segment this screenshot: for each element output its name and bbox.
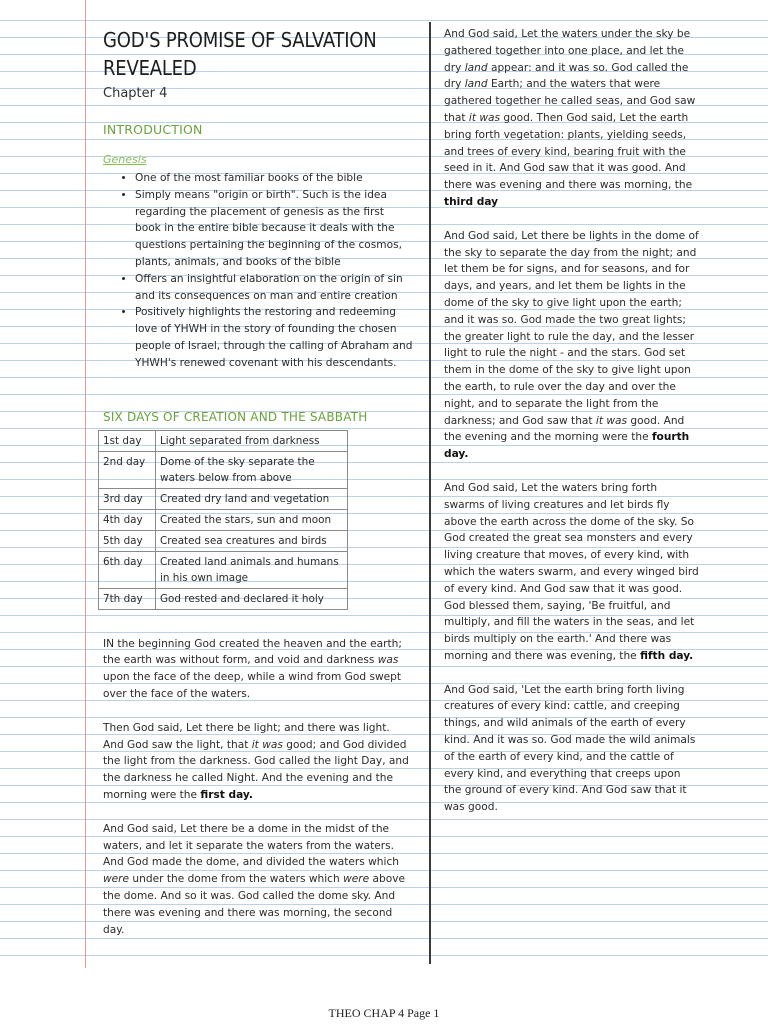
table-row: [99, 430, 348, 451]
bullet-item: • One of the most familiar books of the bible: [135, 170, 413, 187]
genesis-link[interactable]: Genesis: [103, 153, 147, 166]
text-span: good. And the evening and the morning were the: [444, 414, 685, 444]
column-divider: [429, 22, 431, 964]
text-span: And God said, Let the waters under the sky be gathered together into one place, and let the dry: [444, 28, 691, 74]
table-row: [99, 551, 348, 588]
genesis-bullets: [103, 170, 413, 372]
day-cell: 4th day: [99, 509, 156, 530]
text-span: And God said, Let there be a dome in the midst of the waters, and let it separate the waters from the waters. And God made the dome, and divided the waters which: [103, 822, 399, 869]
bold-span: third day: [444, 195, 499, 208]
day-cell: 2nd day: [99, 451, 156, 488]
italic-span: it was: [251, 738, 283, 751]
event-cell: God rested and declared it holy: [156, 588, 348, 609]
paragraph-fourth-day: [444, 228, 700, 463]
text-span: upon the face of the deep, while a wind from God swept over the face of the waters.: [103, 671, 402, 700]
event-cell: Light separated from darkness: [156, 430, 348, 451]
paragraph-third-day: [444, 26, 700, 211]
text-span: good. Then God said, Let the earth bring forth vegetation: plants, yielding seeds, and trees of every kind, bearing fruit with the seed in it. And God saw that it was good. And there was evening and there was morning, the: [444, 111, 693, 192]
italic-span: it was: [595, 414, 628, 427]
paragraph-second-day: [103, 821, 413, 939]
bullet-item: • Simply means "origin or birth". Such is the idea regarding the placement of genesis as the first book in the entire bible because it deals with the questions pertaining the beginning of the cosmos, plants, animals, and books of the bible: [135, 187, 413, 271]
day-cell: 3rd day: [99, 488, 156, 509]
margin-line: [85, 0, 86, 968]
text-span: And God said, Let there be lights in the dome of the sky to separate the day from the night; and let them be for signs, and for seasons, and for days, and years, and let them be lights in the dome of the sky to give light upon the earth; and it was so. God made the two great lights; the greater light to rule the day, and the lesser light to rule the night - and the stars. God set them in the dome of the sky to give light upon the earth, to rule over the day and over the night, and to separate the light from the darkness; and God saw that: [444, 229, 699, 427]
page-title: GOD'S PROMISE OF SALVATION REVEALED: [103, 28, 377, 80]
day-cell: 6th day: [99, 551, 156, 588]
day-cell: 7th day: [99, 588, 156, 609]
event-cell: Created the stars, sun and moon: [156, 509, 348, 530]
event-cell: Dome of the sky separate the waters below from above: [156, 451, 348, 488]
bold-span: fourth day.: [444, 431, 690, 461]
right-column: [444, 26, 700, 816]
table-row: [99, 451, 348, 488]
bold-span: fifth day.: [640, 649, 694, 662]
text-span: And God said, Let the waters bring forth swarms of living creatures and let birds fly above the earth across the dome of the sky. So God created the great sea monsters and every living creature that moves, of every kind, with which the waters swarm, and every winged bird of every kind. And God saw that it was good. God blessed them, saying, 'Be fruitful, and multiply, and fill the waters in the seas, and let birds multiply on the earth.' And there was morning and there was evening, the: [444, 481, 699, 662]
text-span: IN the beginning God created the heaven and the earth; the earth was without form, and void and darkness: [103, 637, 402, 667]
text-span: Earth; and the waters that were gathered together he called seas, and God saw that: [444, 78, 696, 124]
chapter-label: Chapter 4: [103, 86, 168, 101]
left-column: [103, 26, 413, 938]
page-footer: THEO CHAP 4 Page 1: [328, 1006, 440, 1020]
italic-span: were: [343, 873, 370, 886]
paragraph-fifth-day: [444, 480, 700, 665]
table-row: [99, 530, 348, 551]
text-span: appear: and it was so. God called the dry: [444, 61, 689, 91]
paragraph-sixth-day: [444, 682, 700, 816]
introduction-heading: INTRODUCTION: [103, 122, 203, 137]
text-span: And God said, 'Let the earth bring forth living creatures of every kind: cattle, and creeping things, and wild animals of the earth of every kind. And it was so. God made the wild animals of the earth of every kind, and the cattle of every kind, and everything that creeps upon the ground of every kind. And God saw that it was good.: [444, 683, 696, 814]
italic-span: land: [464, 78, 488, 91]
event-cell: Created sea creatures and birds: [156, 530, 348, 551]
event-cell: Created land animals and humans in his own image: [156, 551, 348, 588]
bullet-item: • Offers an insightful elaboration on the origin of sin and its consequences on man and entire creation: [135, 271, 413, 305]
paragraph-beginning: [103, 636, 413, 703]
italic-span: land: [464, 61, 488, 74]
text-span: above the dome. And so it was. God called the dome sky. And there was evening and there was morning, the second day.: [103, 873, 405, 936]
six-days-heading: SIX DAYS OF CREATION AND THE SABBATH: [103, 409, 368, 424]
paragraph-first-day: [103, 720, 413, 804]
table-row: [99, 588, 348, 609]
event-cell: Created dry land and vegetation: [156, 488, 348, 509]
table-row: [99, 488, 348, 509]
text-span: good; and God divided the light from the darkness. God called the light Day, and the darkness he called Night. And the evening and the morning were the: [103, 738, 409, 801]
table-row: [99, 509, 348, 530]
day-cell: 1st day: [99, 430, 156, 451]
text-span: Then God said, Let there be light; and there was light. And God saw the light, that: [103, 721, 390, 751]
text-span: under the dome from the waters which: [129, 873, 344, 886]
creation-days-table: [98, 430, 348, 610]
italic-span: were: [103, 873, 130, 886]
italic-span: was: [377, 654, 399, 667]
day-cell: 5th day: [99, 530, 156, 551]
bullet-item: • Positively highlights the restoring and redeeming love of YHWH in the story of founding the chosen people of Israel, through the calling of Abraham and YHWH's renewed covenant with his descendants.: [135, 304, 413, 371]
bold-span: first day.: [200, 788, 253, 801]
italic-span: it was: [468, 111, 501, 124]
